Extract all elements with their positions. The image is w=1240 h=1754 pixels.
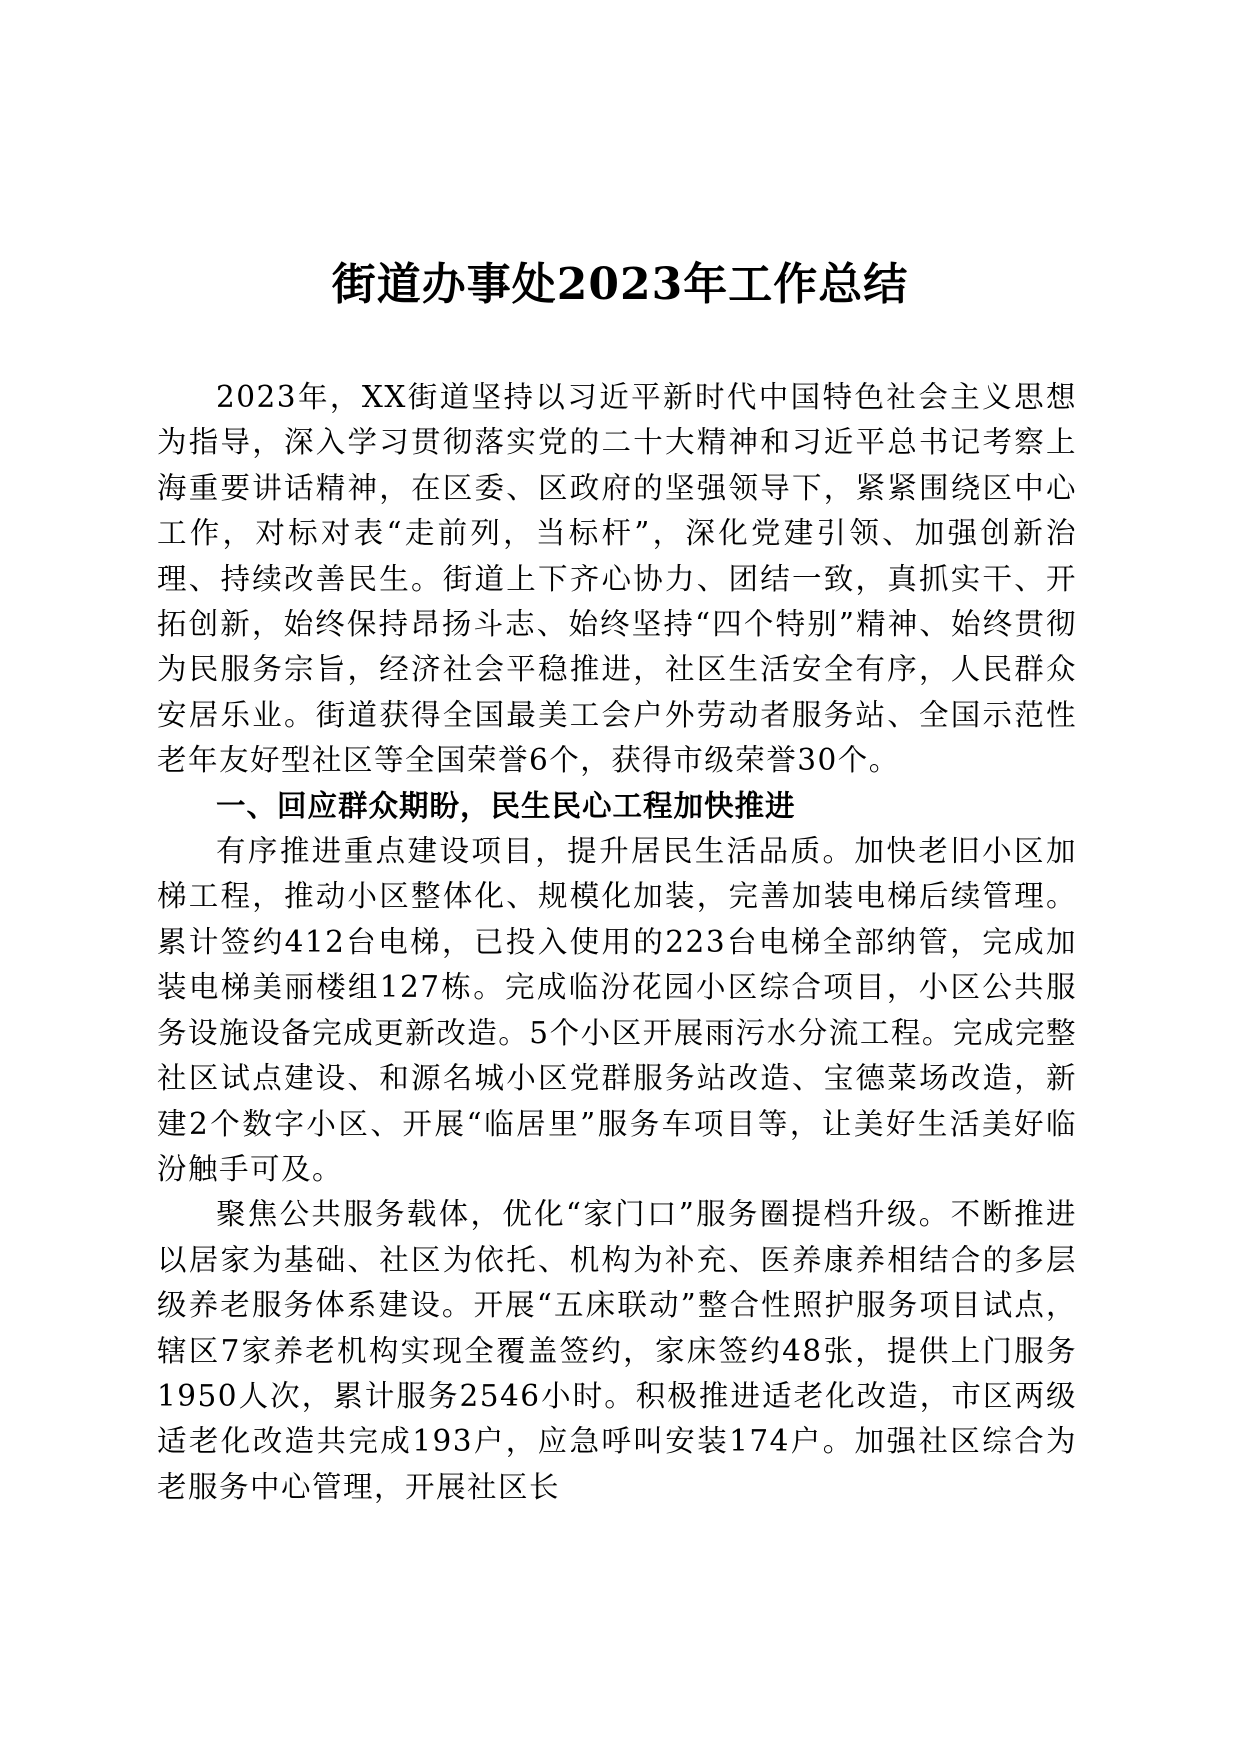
section-paragraph: 聚焦公共服务载体，优化“家门口”服务圈提档升级。不断推进以居家为基础、社区为依托、机构为补充、医养康养相结合的多层级养老服务体系建设。开展“五床联动”整合性照护服务项目试点，辖区7家养老机构实现全覆盖签约，家床签约48张，提供上门服务1950人次，累计服务2546小时。积极推进适老化改造，市区两级适老化改造共完成193户，应急呼叫安装174户。加强社区综合为老服务中心管理，开展社区长: [157, 1197, 1077, 1504]
intro-paragraph: 2023年，XX街道坚持以习近平新时代中国特色社会主义思想为指导，深入学习贯彻落实党的二十大精神和习近平总书记考察上海重要讲话精神，在区委、区政府的坚强领导下，紧紧围绕区中心工作，对标对表“走前列，当标杆”，深化党建引领、加强创新治理、持续改善民生。街道上下齐心协力、团结一致，真抓实干、开拓创新，始终保持昂扬斗志、始终坚持“四个特别”精神、始终贯彻为民服务宗旨，经济社会平稳推进，社区生活安全有序，人民群众安居乐业。街道获得全国最美工会户外劳动者服务站、全国示范性老年友好型社区等全国荣誉6个，获得市级荣誉30个。: [157, 380, 1077, 778]
section-paragraph: 有序推进重点建设项目，提升居民生活品质。加快老旧小区加梯工程，推动小区整体化、规模化加装，完善加装电梯后续管理。累计签约412台电梯，已投入使用的223台电梯全部纳管，完成加装电梯美丽楼组127栋。完成临汾花园小区综合项目，小区公共服务设施设备完成更新改造。5个小区开展雨污水分流工程。完成完整社区试点建设、和源名城小区党群服务站改造、宝德菜场改造，新建2个数字小区、开展“临居里”服务车项目等，让美好生活美好临汾触手可及。: [157, 834, 1077, 1186]
section-heading: 一、回应群众期盼，民生民心工程加快推进: [216, 788, 796, 823]
page-title: 街道办事处2023年工作总结: [331, 259, 909, 310]
document-body: [157, 375, 1077, 1510]
